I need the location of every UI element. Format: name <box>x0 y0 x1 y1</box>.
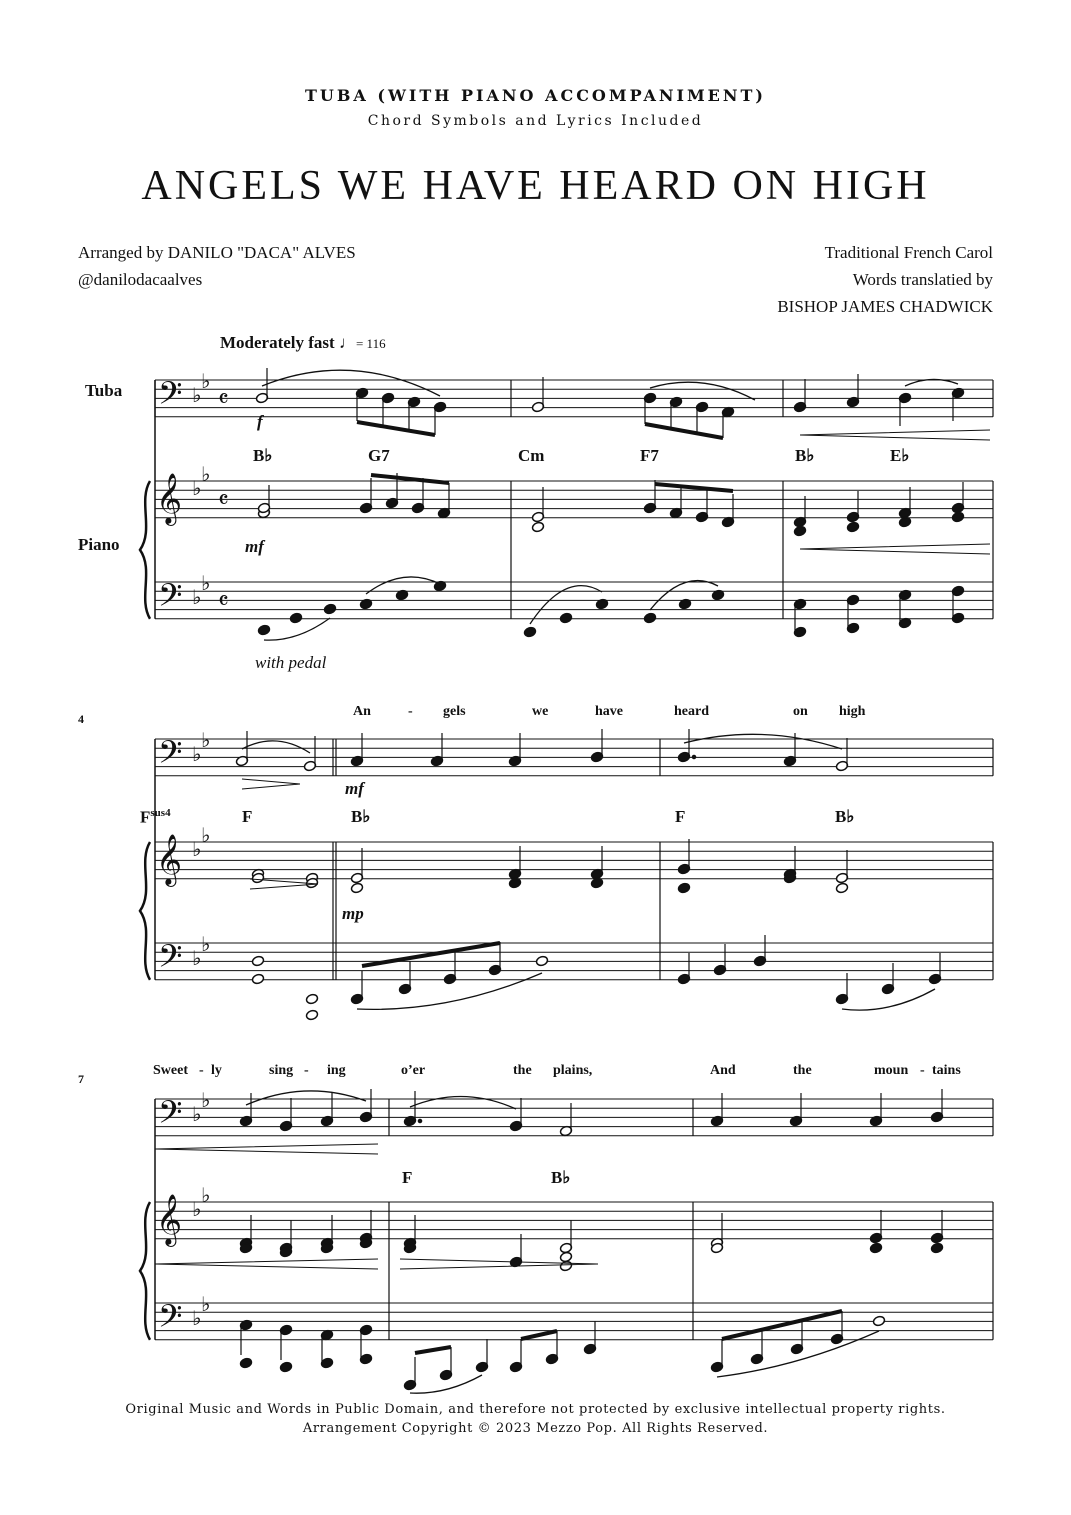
measure-number: 4 <box>78 712 84 726</box>
chord-symbol: F <box>675 807 686 826</box>
bass-clef-icon: 𝄢 <box>158 734 183 778</box>
treble-clef-icon: 𝄞 <box>156 1194 183 1245</box>
beam <box>722 1311 842 1339</box>
key-signature-flat-icon: ♭ <box>201 462 211 486</box>
beam <box>521 1331 557 1339</box>
beam <box>645 424 723 438</box>
key-signature-flat-icon: ♭ <box>192 1306 202 1330</box>
lyric-syllable: sing <box>269 1063 294 1078</box>
quarter-note-icon: ♩ <box>338 333 356 352</box>
chord-symbol: B♭ <box>351 807 371 826</box>
notehead <box>643 612 656 624</box>
tempo-bpm: = 116 <box>355 336 386 351</box>
treble-clef-icon: 𝄞 <box>156 473 183 524</box>
key-signature-flat-icon: ♭ <box>201 369 211 393</box>
lyric-syllable: Sweet <box>153 1063 188 1078</box>
page-title: ANGELS WE HAVE HEARD ON HIGH <box>141 163 930 209</box>
subtitle-secondary: Chord Symbols and Lyrics Included <box>367 113 704 129</box>
notehead <box>305 1009 318 1021</box>
chord-symbol: B♭ <box>551 1168 571 1187</box>
beam <box>357 422 435 435</box>
key-signature-flat-icon: ♭ <box>201 571 211 595</box>
lyric-syllable: high <box>839 704 866 719</box>
lyric-syllable: moun <box>874 1063 909 1078</box>
translation-label: Words translatied by <box>852 270 993 289</box>
notehead <box>872 1315 885 1327</box>
composer-credit: Traditional French Carol <box>824 243 993 262</box>
dynamic-tuba: mf <box>345 779 364 798</box>
chord-symbol: $F^{sus4}$ <box>140 807 171 827</box>
notehead <box>535 955 548 967</box>
footer-copyright: Arrangement Copyright © 2023 Mezzo Pop. All Rights Reserved. <box>302 1421 769 1436</box>
arranger-credit: Arranged by DANILO "DACA" ALVES <box>78 243 356 262</box>
crescendo-hairpin <box>800 544 990 554</box>
lyric-hyphen: - <box>920 1063 925 1078</box>
key-signature-flat-icon: ♭ <box>201 1292 211 1316</box>
lyric-syllable: have <box>595 704 623 719</box>
chord-symbol: F <box>242 807 253 826</box>
treble-clef-icon: 𝄞 <box>156 834 183 885</box>
lyric-syllable: An <box>353 704 371 719</box>
beam <box>371 475 449 483</box>
lyric-hyphen: - <box>408 704 413 719</box>
key-signature-flat-icon: ♭ <box>201 1183 211 1207</box>
key-signature-flat-icon: ♭ <box>192 585 202 609</box>
notehead <box>523 626 536 638</box>
lyric-syllable: o’er <box>401 1063 426 1078</box>
bass-clef-icon: 𝄢 <box>158 577 183 621</box>
chord-symbol: B♭ <box>795 446 815 465</box>
chord-symbol: G7 <box>368 446 390 465</box>
slur <box>717 1331 879 1377</box>
instrument-piano: Piano <box>78 535 120 554</box>
pedal-instruction: with pedal <box>255 653 327 672</box>
slur <box>262 370 440 396</box>
chord-symbol: B♭ <box>253 446 273 465</box>
piano-brace <box>140 481 150 619</box>
key-signature-flat-icon: ♭ <box>192 946 202 970</box>
dot <box>418 1119 422 1123</box>
subtitle: TUBA (WITH PIANO ACCOMPANIMENT) <box>305 86 766 105</box>
notehead <box>323 603 336 615</box>
arranger-handle: @danilodacaalves <box>78 270 203 289</box>
lyric-hyphen: - <box>199 1063 204 1078</box>
notehead <box>251 973 264 985</box>
time-signature-common-icon: 𝄴 <box>218 385 229 413</box>
slur <box>242 741 310 753</box>
key-signature-flat-icon: ♭ <box>192 476 202 500</box>
chord-symbol: F7 <box>640 446 659 465</box>
notehead <box>251 955 264 967</box>
instrument-tuba: Tuba <box>85 381 123 400</box>
crescendo-hairpin <box>155 1144 378 1154</box>
notehead <box>559 612 572 624</box>
beam <box>415 1347 451 1353</box>
slur <box>650 382 755 400</box>
notehead <box>678 598 691 610</box>
notehead <box>846 521 859 533</box>
notehead <box>930 1242 943 1254</box>
notehead <box>305 993 318 1005</box>
key-signature-flat-icon: ♭ <box>201 823 211 847</box>
notehead <box>793 525 806 537</box>
lyric-syllable: tains <box>932 1063 961 1078</box>
lyric-syllable: ly <box>211 1063 222 1078</box>
bass-clef-icon: 𝄢 <box>158 375 183 419</box>
slur <box>684 734 842 749</box>
lyric-syllable: plains, <box>553 1063 593 1078</box>
notehead <box>257 624 270 636</box>
decrescendo-hairpin <box>242 779 300 789</box>
bass-clef-icon: 𝄢 <box>158 1094 183 1138</box>
slur <box>410 1096 516 1109</box>
slur <box>246 1091 366 1105</box>
notehead <box>869 1242 882 1254</box>
notehead <box>559 1260 572 1272</box>
lyric-syllable: on <box>793 704 808 719</box>
piano-brace <box>140 842 150 980</box>
lyric-syllable: the <box>793 1063 812 1078</box>
dynamic-piano: mf <box>245 537 264 556</box>
lyric-syllable: we <box>532 704 549 719</box>
notehead <box>350 882 363 894</box>
lyric-syllable: And <box>710 1063 736 1078</box>
lyric-syllable: ing <box>327 1063 346 1078</box>
notehead <box>359 598 372 610</box>
chord-symbol: Cm <box>518 446 545 465</box>
chord-symbol: B♭ <box>835 807 855 826</box>
lyric-hyphen: - <box>304 1063 309 1078</box>
notehead <box>289 612 302 624</box>
notehead <box>835 882 848 894</box>
time-signature-common-icon: 𝄴 <box>218 486 229 514</box>
bass-clef-icon: 𝄢 <box>158 938 183 982</box>
notehead <box>595 598 608 610</box>
notehead <box>677 882 690 894</box>
notehead <box>279 1361 292 1373</box>
notehead <box>951 511 964 523</box>
bass-clef-icon: 𝄢 <box>158 1298 183 1342</box>
dynamic-tuba: f <box>257 412 263 431</box>
translator-credit: BISHOP JAMES CHADWICK <box>777 297 993 316</box>
chord-symbol: F <box>402 1168 413 1187</box>
key-signature-flat-icon: ♭ <box>201 1088 211 1112</box>
chord-symbol: E♭ <box>890 446 910 465</box>
footer-public-domain-notice: Original Music and Words in Public Domain, and therefore not protected by exclusive intellectual property rights. <box>125 1402 946 1417</box>
piano-brace <box>140 1202 150 1340</box>
key-signature-flat-icon: ♭ <box>192 1197 202 1221</box>
lyric-syllable: gels <box>443 704 466 719</box>
lyric-syllable: heard <box>674 704 709 719</box>
lyric-syllable: the <box>513 1063 532 1078</box>
crescendo-hairpin <box>155 1259 378 1269</box>
key-signature-flat-icon: ♭ <box>201 728 211 752</box>
key-signature-flat-icon: ♭ <box>201 932 211 956</box>
notehead <box>239 1357 252 1369</box>
time-signature-common-icon: 𝄴 <box>218 587 229 615</box>
measure-number: 7 <box>78 1072 84 1086</box>
dot <box>692 755 696 759</box>
dynamic-piano: mp <box>342 904 364 923</box>
beam <box>362 943 500 966</box>
crescendo-hairpin <box>800 430 990 440</box>
notehead <box>531 521 544 533</box>
key-signature-flat-icon: ♭ <box>192 837 202 861</box>
key-signature-flat-icon: ♭ <box>192 742 202 766</box>
key-signature-flat-icon: ♭ <box>192 1102 202 1126</box>
tempo-text: Moderately fast <box>220 333 335 352</box>
key-signature-flat-icon: ♭ <box>192 383 202 407</box>
